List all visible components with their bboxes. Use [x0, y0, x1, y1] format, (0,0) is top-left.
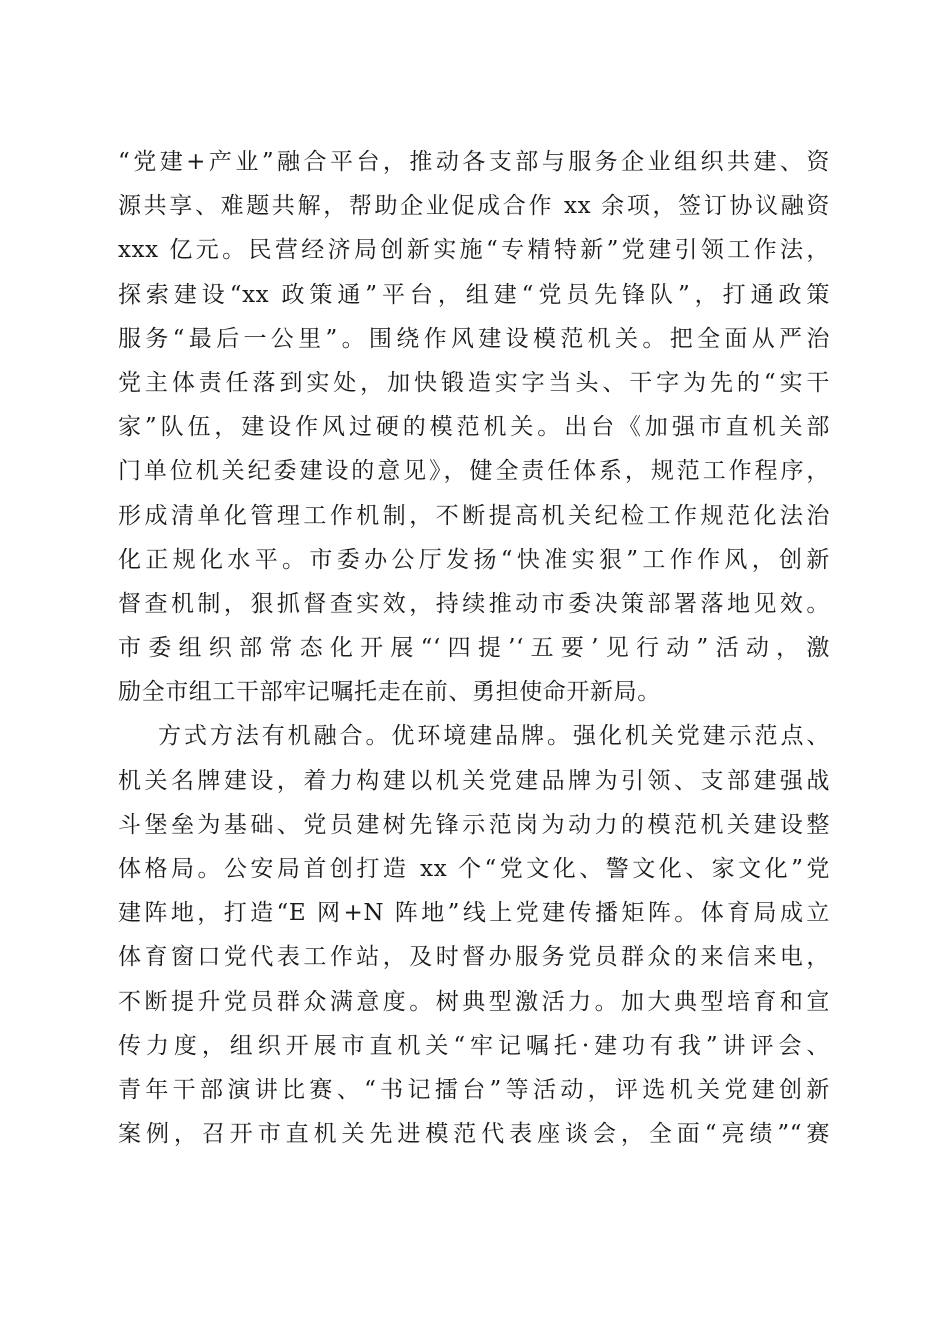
text-line: 党主体责任落到实处，加快锻造实字当头、干字为先的“实干 — [118, 369, 830, 396]
text-line: 形成清单化管理工作机制，不断提高机关纪检工作规范化法治 — [118, 502, 830, 529]
text-line: 体育窗口党代表工作站，及时督办服务党员群众的来信来电， — [118, 944, 830, 971]
text-line: 案例，召开市直机关先进模范代表座谈会，全面“亮绩”“赛 — [118, 1121, 830, 1148]
text-line: 青年干部演讲比赛、“书记擂台”等活动，评选机关党建创新 — [118, 1076, 830, 1103]
text-line: 建阵地，打造“E 网+N 阵地”线上党建传播矩阵。体育局成立 — [118, 900, 830, 927]
paragraph-1 — [118, 140, 830, 714]
text-line: 体格局。公安局首创打造 xx 个“党文化、警文化、家文化”党 — [118, 856, 830, 882]
text-line: “党建+产业”融合平台，推动各支部与服务企业组织共建、资 — [118, 149, 830, 175]
text-line: 探索建设“xx 政策通”平台，组建“党员先锋队”，打通政策 — [118, 281, 830, 308]
text-line: xxx 亿元。民营经济局创新实施“专精特新”党建引领工作法， — [118, 237, 830, 264]
body-text — [118, 140, 830, 1156]
text-line: 家”队伍，建设作风过硬的模范机关。出台《加强市直机关部 — [118, 414, 830, 441]
text-line: 源共享、难题共解，帮助企业促成合作 xx 余项，签订协议融资 — [118, 193, 830, 220]
text-line: 机关名牌建设，着力构建以机关党建品牌为引领、支部建强战 — [118, 767, 830, 794]
text-line: 门单位机关纪委建设的意见》，健全责任体系，规范工作程序， — [118, 458, 830, 485]
text-line: 市委组织部常态化开展“‘四提’‘五要’见行动”活动，激 — [118, 635, 830, 662]
text-line: 传力度，组织开展市直机关“牢记嘱托·建功有我”讲评会、 — [118, 1032, 830, 1059]
text-line: 励全市组工干部牢记嘱托走在前、勇担使命开新局。 — [118, 679, 661, 706]
paragraph-2 — [118, 714, 830, 1156]
text-line: 化正规化水平。市委办公厅发扬“快准实狠”工作作风，创新 — [118, 546, 830, 573]
text-line: 斗堡垒为基础、党员建树先锋示范岗为动力的模范机关建设整 — [118, 811, 830, 838]
text-line: 方式方法有机融合。优环境建品牌。强化机关党建示范点、 — [158, 723, 830, 750]
text-line: 服务“最后一公里”。围绕作风建设模范机关。把全面从严治 — [118, 325, 830, 352]
text-line: 督查机制，狠抓督查实效，持续推动市委决策部署落地见效。 — [118, 590, 830, 617]
text-line: 不断提升党员群众满意度。树典型激活力。加大典型培育和宣 — [118, 988, 830, 1015]
